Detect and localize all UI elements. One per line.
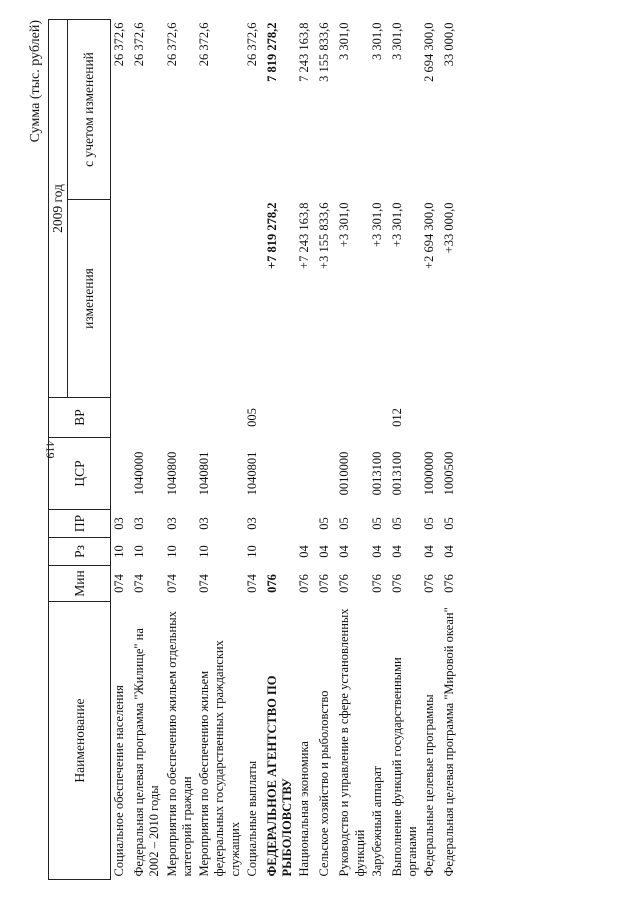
row-csr: 0013100 xyxy=(389,451,404,496)
budget-table xyxy=(48,19,461,880)
row-total: 26 372,6 xyxy=(112,22,126,67)
table-row xyxy=(316,20,336,880)
row-vr: 012 xyxy=(389,408,404,427)
row-vr xyxy=(421,398,441,438)
table-row xyxy=(336,20,369,880)
row-pr: 05 xyxy=(422,517,437,530)
row-total: 26 372,6 xyxy=(132,22,146,67)
row-total: 26 372,6 xyxy=(197,22,211,67)
header-name: Наименование xyxy=(49,602,111,880)
row-csr: 1040801 xyxy=(197,451,211,496)
row-rz: 10 xyxy=(132,545,146,558)
row-name: Национальная экономика xyxy=(297,741,312,877)
row-min: 074 xyxy=(112,574,126,593)
row-pr: 05 xyxy=(337,517,352,530)
row-name: Социальные выплаты xyxy=(244,760,259,877)
sum-caption: Сумма (тыс. рублей) xyxy=(28,20,43,143)
row-pr: 05 xyxy=(317,517,332,530)
row-name: Федеральные целевые программы xyxy=(422,694,437,877)
row-name: Федеральная целевая программа "Жилище" на 2002 – 2010 годы xyxy=(132,628,162,877)
header-min: Мин xyxy=(49,566,111,602)
table-row xyxy=(389,20,422,880)
row-change: +3 301,0 xyxy=(369,202,384,248)
row-rz: 04 xyxy=(337,545,352,558)
row-rz: 04 xyxy=(317,545,332,558)
row-total: 33 000,0 xyxy=(442,22,457,67)
row-change: +7 243 163,8 xyxy=(297,202,312,269)
row-min: 074 xyxy=(197,574,211,593)
row-pr: 03 xyxy=(244,517,259,530)
row-vr xyxy=(164,398,197,438)
row-name: Выполнение функций государственными органами xyxy=(389,657,419,877)
rotated-page xyxy=(20,20,620,880)
row-rz: 04 xyxy=(369,545,384,558)
row-change xyxy=(196,200,244,398)
row-total: 3 301,0 xyxy=(337,22,352,60)
row-csr xyxy=(316,438,336,510)
row-csr: 0010000 xyxy=(337,451,352,496)
row-min: 076 xyxy=(297,574,312,593)
row-change xyxy=(164,200,197,398)
row-rz: 10 xyxy=(112,545,126,558)
row-min: 076 xyxy=(317,574,332,593)
row-rz: 10 xyxy=(197,545,211,558)
header-csr: ЦСР xyxy=(49,438,111,510)
row-pr: 03 xyxy=(112,517,126,530)
row-min: 076 xyxy=(337,574,352,593)
row-min: 074 xyxy=(164,574,179,593)
table-row xyxy=(244,20,264,880)
row-csr: 1040000 xyxy=(132,451,146,496)
row-rz: 04 xyxy=(297,545,312,558)
row-rz xyxy=(264,538,297,566)
row-csr: 1040800 xyxy=(164,451,179,496)
row-total: 2 694 300,0 xyxy=(422,22,437,82)
row-csr xyxy=(264,438,297,510)
row-rz: 10 xyxy=(244,545,259,558)
row-pr: 03 xyxy=(197,517,211,530)
row-change: +2 694 300,0 xyxy=(422,202,437,269)
row-total: 26 372,6 xyxy=(244,22,259,67)
row-min: 076 xyxy=(442,574,457,593)
table-row xyxy=(369,20,389,880)
header-with-changes: с учетом изменений xyxy=(68,20,111,200)
row-csr: 1000000 xyxy=(422,451,437,496)
table-row xyxy=(441,20,461,880)
page-number: 419 xyxy=(43,440,58,459)
header-pr: ПР xyxy=(49,510,111,538)
row-total: 7 243 163,8 xyxy=(297,22,312,82)
table-row xyxy=(296,20,316,880)
row-vr xyxy=(111,398,132,438)
row-change: +3 155 833,6 xyxy=(317,202,332,269)
row-change xyxy=(131,200,164,398)
row-vr xyxy=(196,398,244,438)
row-min: 074 xyxy=(244,574,259,593)
row-total: 3 301,0 xyxy=(389,22,404,60)
table-row xyxy=(264,20,297,880)
row-min: 076 xyxy=(264,574,279,593)
row-rz: 04 xyxy=(389,545,404,558)
header-vr: ВР xyxy=(49,398,111,438)
table-row xyxy=(196,20,244,880)
row-vr xyxy=(336,398,369,438)
row-change xyxy=(111,200,132,398)
row-csr: 1000500 xyxy=(442,451,457,496)
row-total: 7 819 278,2 xyxy=(264,22,279,82)
row-change: +7 819 278,2 xyxy=(264,202,279,269)
row-csr: 1040801 xyxy=(244,451,259,496)
row-csr: 0013100 xyxy=(369,451,384,496)
row-total: 26 372,6 xyxy=(164,22,179,67)
row-pr: 05 xyxy=(369,517,384,530)
table-body xyxy=(111,20,462,880)
row-name: Мероприятия по обеспечению жильем отдельных категорий граждан xyxy=(164,611,194,877)
row-name: Руководство и управление в сфере установленных функций xyxy=(337,608,367,877)
table-row xyxy=(421,20,441,880)
row-csr xyxy=(296,438,316,510)
row-pr xyxy=(296,510,316,538)
row-rz: 04 xyxy=(422,545,437,558)
row-vr xyxy=(316,398,336,438)
header-row-1 xyxy=(49,20,68,880)
row-min: 076 xyxy=(389,574,404,593)
row-total: 3 155 833,6 xyxy=(317,22,332,82)
row-change: +3 301,0 xyxy=(389,202,404,248)
row-min: 076 xyxy=(369,574,384,593)
row-min: 076 xyxy=(422,574,437,593)
row-total: 3 301,0 xyxy=(369,22,384,60)
row-pr: 05 xyxy=(389,517,404,530)
row-vr xyxy=(369,398,389,438)
header-year: 2009 год xyxy=(49,20,68,398)
row-name: Сельское хозяйство и рыболовство xyxy=(317,690,332,877)
row-rz: 10 xyxy=(164,545,179,558)
row-change: +3 301,0 xyxy=(337,202,352,248)
row-pr: 03 xyxy=(164,517,179,530)
row-change: +33 000,0 xyxy=(442,202,457,254)
row-name: ФЕДЕРАЛЬНОЕ АГЕНТСТВО ПО РЫБОЛОВСТВУ xyxy=(264,675,294,877)
row-rz: 04 xyxy=(442,545,457,558)
row-pr: 05 xyxy=(442,517,457,530)
row-vr xyxy=(264,398,297,438)
header-rz: Рз xyxy=(49,538,111,566)
row-name: Зарубежный аппарат xyxy=(369,765,384,877)
row-name: Мероприятия по обеспечению жильем федеральных государственных гражданских служащих xyxy=(197,640,242,877)
table-row xyxy=(111,20,132,880)
row-csr xyxy=(111,438,132,510)
row-min: 074 xyxy=(132,574,146,593)
row-name: Социальное обеспечение населения xyxy=(112,685,126,877)
row-change xyxy=(244,200,264,398)
header-changes: изменения xyxy=(68,200,111,398)
table-row xyxy=(164,20,197,880)
table-row xyxy=(131,20,164,880)
row-pr: 03 xyxy=(132,517,146,530)
row-vr xyxy=(441,398,461,438)
row-pr xyxy=(264,510,297,538)
row-name: Федеральная целевая программа "Мировой океан" xyxy=(442,607,457,877)
row-vr xyxy=(296,398,316,438)
row-vr xyxy=(131,398,164,438)
row-vr: 005 xyxy=(244,408,259,427)
